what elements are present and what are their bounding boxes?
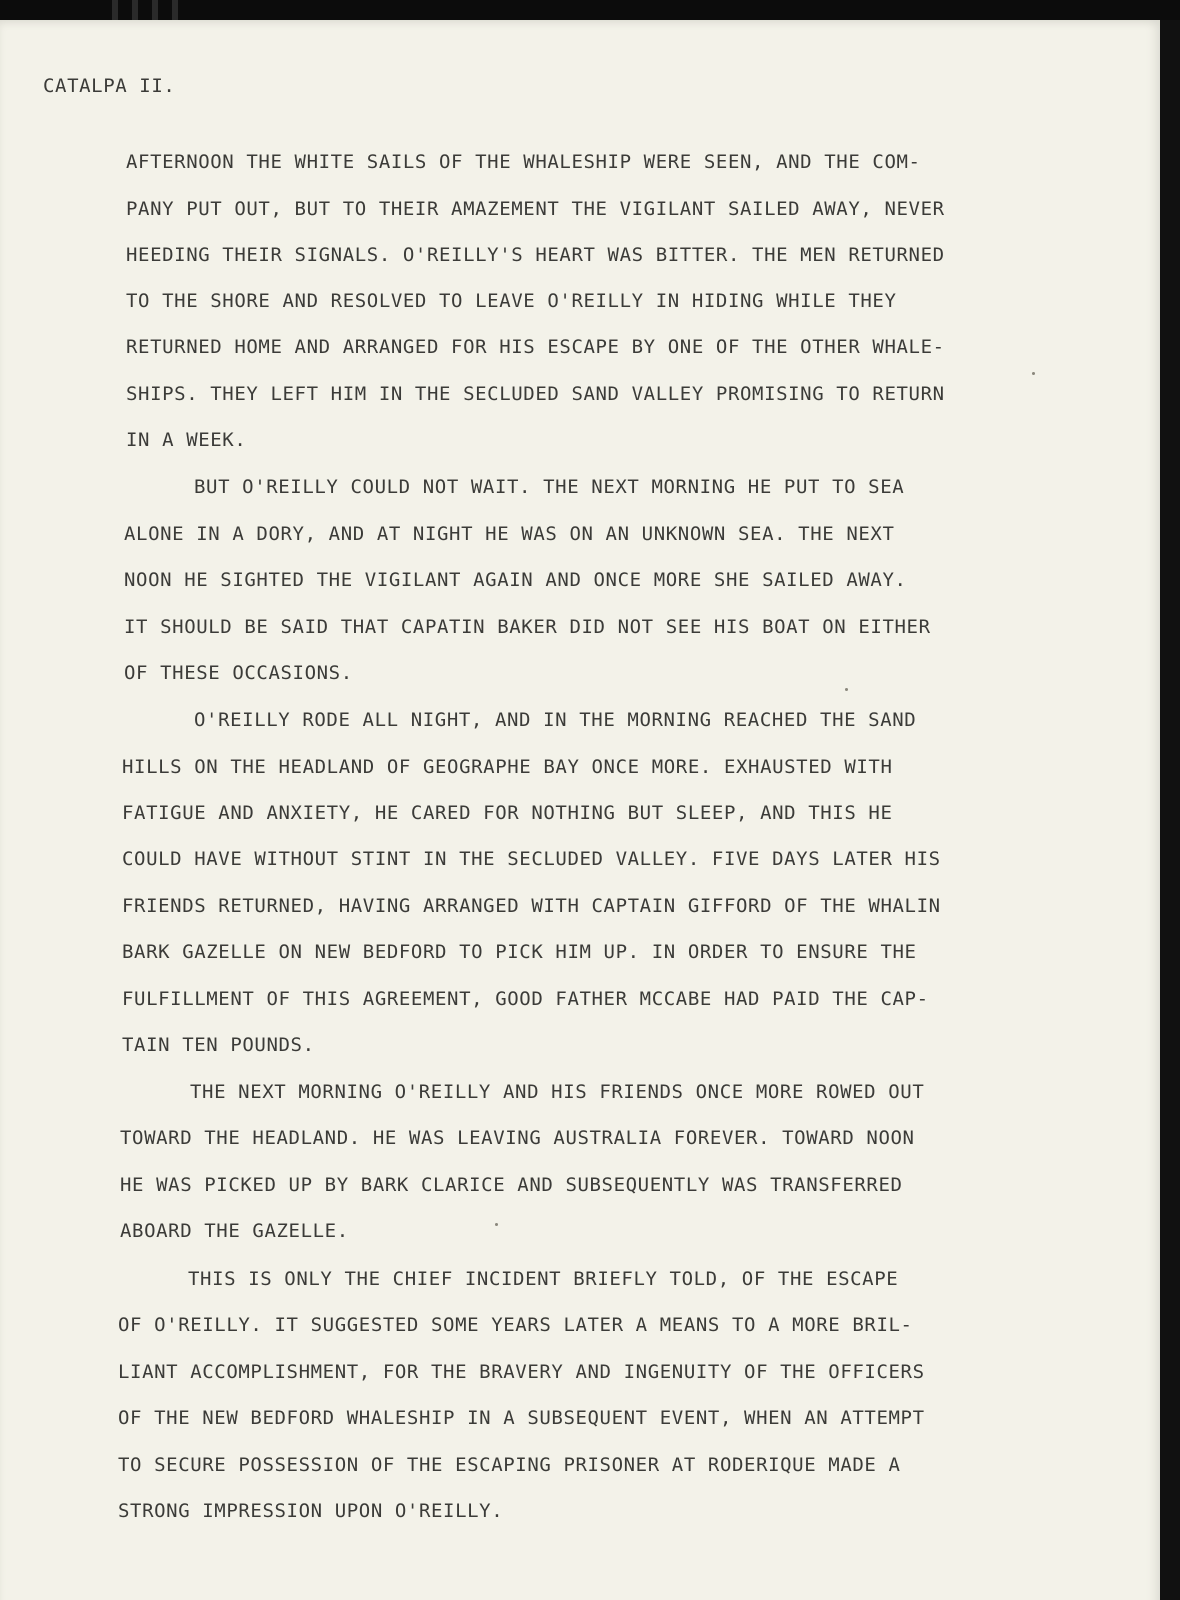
paper-speck (495, 1223, 498, 1226)
text-line: TOWARD THE HEADLAND. HE WAS LEAVING AUSTRALIA FOREVER. TOWARD NOON (120, 1127, 915, 1149)
text-line: SHIPS. THEY LEFT HIM IN THE SECLUDED SAND VALLEY PROMISING TO RETURN (126, 383, 945, 405)
text-line: TAIN TEN POUNDS. (122, 1034, 315, 1056)
text-line: HEEDING THEIR SIGNALS. O'REILLY'S HEART WAS BITTER. THE MEN RETURNED (126, 244, 945, 266)
text-line: FATIGUE AND ANXIETY, HE CARED FOR NOTHING BUT SLEEP, AND THIS HE (122, 802, 893, 824)
text-line: NOON HE SIGHTED THE VIGILANT AGAIN AND ONCE MORE SHE SAILED AWAY. (124, 569, 907, 591)
text-line: HILLS ON THE HEADLAND OF GEOGRAPHE BAY ONCE MORE. EXHAUSTED WITH (122, 756, 893, 778)
binding-mark (152, 0, 158, 20)
text-line: THE NEXT MORNING O'REILLY AND HIS FRIENDS ONCE MORE ROWED OUT (190, 1081, 925, 1103)
text-line: O'REILLY RODE ALL NIGHT, AND IN THE MORNING REACHED THE SAND (194, 709, 917, 731)
text-line: TO THE SHORE AND RESOLVED TO LEAVE O'REILLY IN HIDING WHILE THEY (126, 290, 897, 312)
text-line: FRIENDS RETURNED, HAVING ARRANGED WITH CAPTAIN GIFFORD OF THE WHALIN (122, 895, 941, 917)
binding-mark (132, 0, 138, 20)
binding-mark (172, 0, 178, 20)
text-line: OF THE NEW BEDFORD WHALESHIP IN A SUBSEQUENT EVENT, WHEN AN ATTEMPT (118, 1407, 925, 1429)
text-line: COULD HAVE WITHOUT STINT IN THE SECLUDED VALLEY. FIVE DAYS LATER HIS (122, 848, 941, 870)
text-line: OF O'REILLY. IT SUGGESTED SOME YEARS LATER A MEANS TO A MORE BRIL- (118, 1314, 913, 1336)
text-line: OF THESE OCCASIONS. (124, 662, 353, 684)
page-header: CATALPA II. (43, 75, 176, 97)
text-line: IN A WEEK. (126, 429, 247, 451)
paper-speck (845, 688, 848, 691)
text-line: TO SECURE POSSESSION OF THE ESCAPING PRISONER AT RODERIQUE MADE A (118, 1454, 901, 1476)
text-line: HE WAS PICKED UP BY BARK CLARICE AND SUBSEQUENTLY WAS TRANSFERRED (120, 1174, 903, 1196)
text-line: ALONE IN A DORY, AND AT NIGHT HE WAS ON AN UNKNOWN SEA. THE NEXT (124, 523, 895, 545)
text-line: BUT O'REILLY COULD NOT WAIT. THE NEXT MORNING HE PUT TO SEA (194, 476, 905, 498)
scan-border-right (1160, 20, 1180, 1600)
typewritten-sheet (0, 20, 1160, 1600)
text-line: LIANT ACCOMPLISHMENT, FOR THE BRAVERY AND INGENUITY OF THE OFFICERS (118, 1361, 925, 1383)
text-line: BARK GAZELLE ON NEW BEDFORD TO PICK HIM UP. IN ORDER TO ENSURE THE (122, 941, 917, 963)
scan-border-top (0, 0, 1180, 20)
text-line: AFTERNOON THE WHITE SAILS OF THE WHALESHIP WERE SEEN, AND THE COM- (126, 151, 921, 173)
text-line: PANY PUT OUT, BUT TO THEIR AMAZEMENT THE VIGILANT SAILED AWAY, NEVER (126, 198, 945, 220)
text-line: FULFILLMENT OF THIS AGREEMENT, GOOD FATHER MCCABE HAD PAID THE CAP- (122, 988, 929, 1010)
text-line: RETURNED HOME AND ARRANGED FOR HIS ESCAPE BY ONE OF THE OTHER WHALE- (126, 336, 945, 358)
paper-speck (1032, 372, 1035, 375)
binding-mark (112, 0, 118, 20)
text-line: STRONG IMPRESSION UPON O'REILLY. (118, 1500, 504, 1522)
text-line: IT SHOULD BE SAID THAT CAPATIN BAKER DID NOT SEE HIS BOAT ON EITHER (124, 616, 931, 638)
text-line: THIS IS ONLY THE CHIEF INCIDENT BRIEFLY TOLD, OF THE ESCAPE (188, 1268, 899, 1290)
text-line: ABOARD THE GAZELLE. (120, 1220, 349, 1242)
